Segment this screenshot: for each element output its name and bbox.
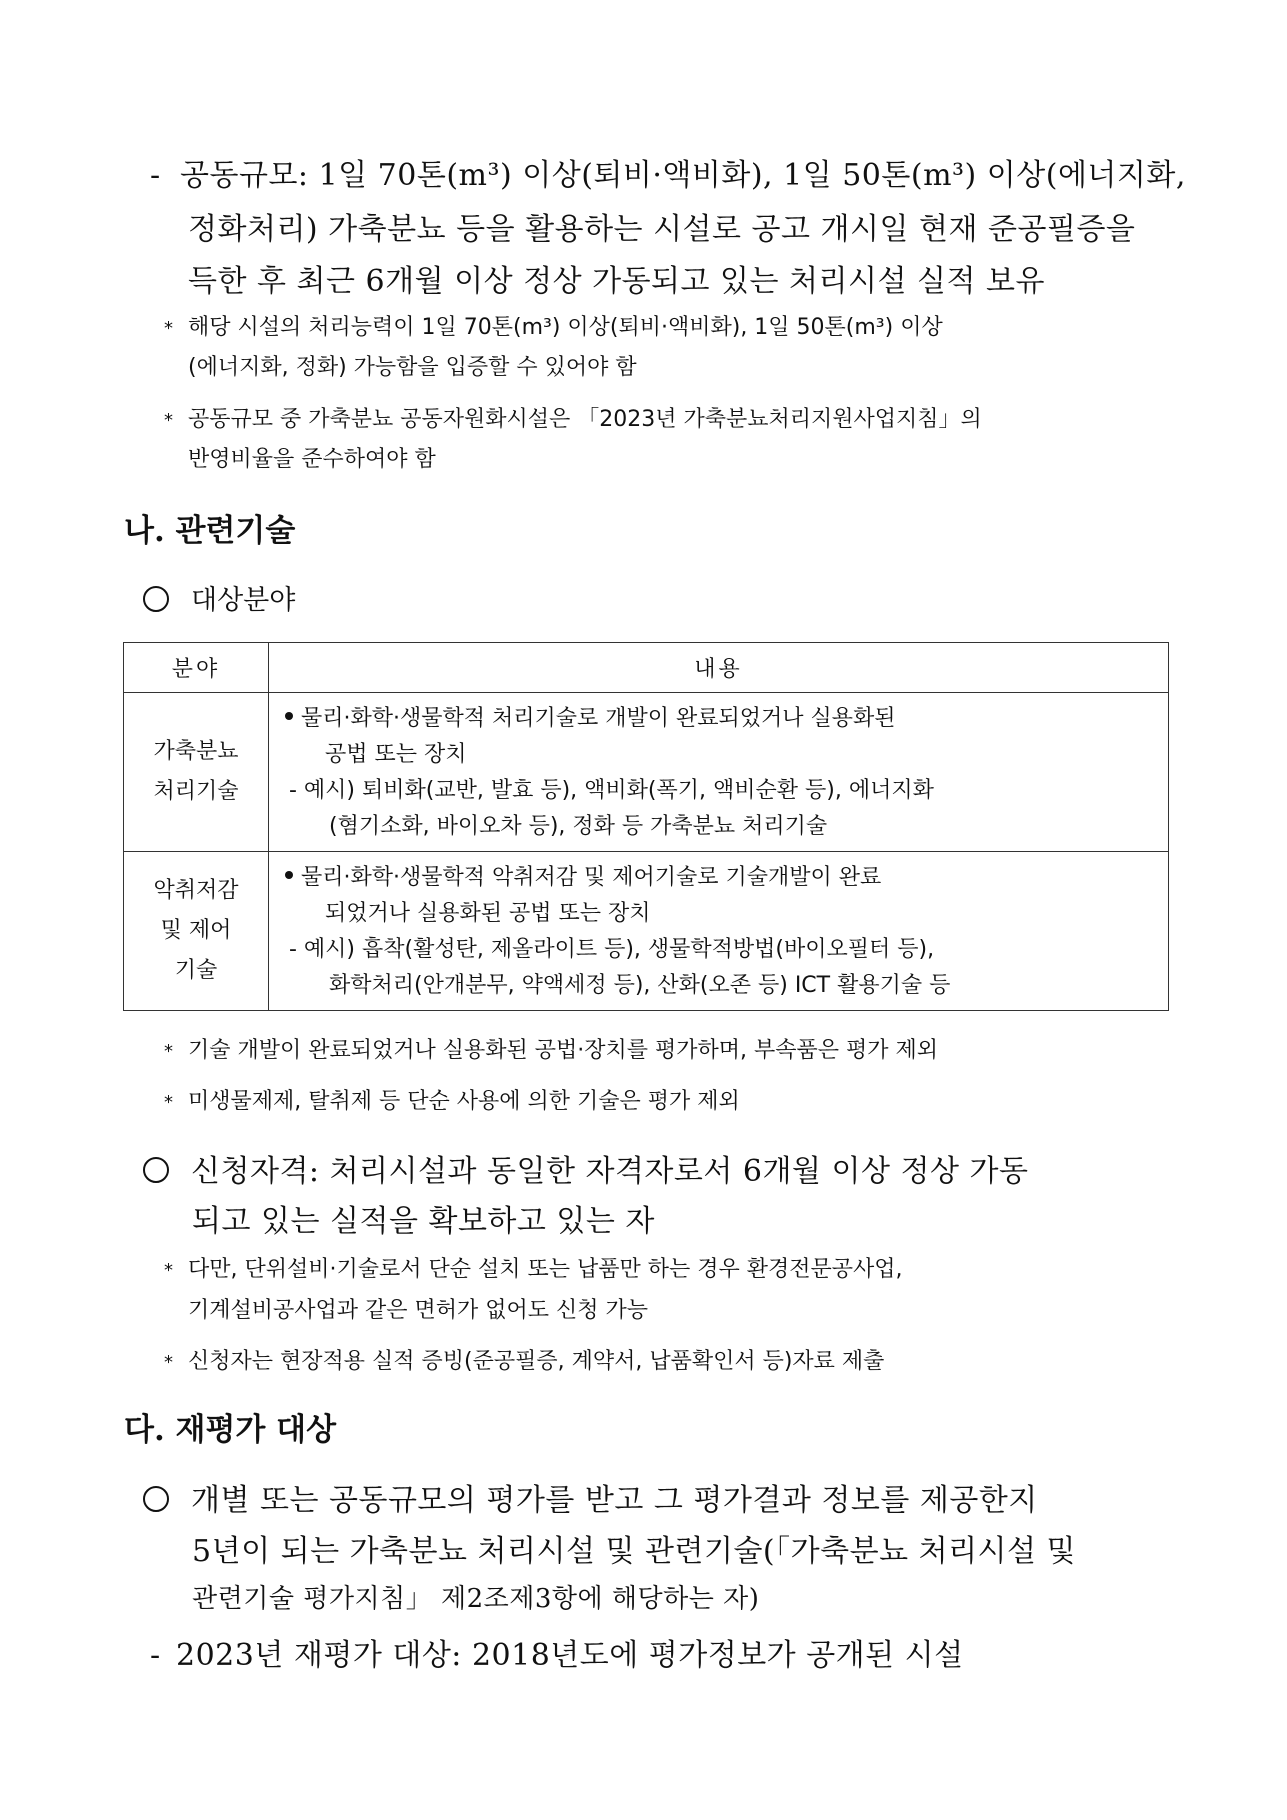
table-cell-content: 물리·화학·생물학적 처리기술로 개발이 완료되었거나 실용화된 공법 또는 장치 - 예시) 퇴비화(교반, 발효 등), 액비화(폭기, 액비순환 등), 에너지화 (혐기소화, 바이오차 등), 정화 등 가축분뇨 처리기술 bbox=[269, 693, 1169, 852]
asterisk-icon: * bbox=[164, 1259, 173, 1281]
scale-requirement-line-1: - 공동규모: 1일 70톤(m³) 이상(퇴비·액비화), 1일 50톤(m³) 이상(에너지화, bbox=[150, 158, 1186, 193]
table-header-content: 내용 bbox=[269, 643, 1169, 693]
reevaluation-target-2023: - 2023년 재평가 대상: 2018년도에 평가정보가 공개된 시설 bbox=[150, 1638, 964, 1673]
qualification-line-2: 되고 있는 실적을 확보하고 있는 자 bbox=[192, 1204, 655, 1239]
reevaluation-line-3: 관련기술 평가지침」 제2조제3항에 해당하는 자) bbox=[192, 1584, 760, 1614]
scale-requirement-line-2: 정화처리) 가축분뇨 등을 활용하는 시설로 공고 개시일 현재 준공필증을 bbox=[188, 212, 1136, 247]
note-evidence: * 신청자는 현장적용 실적 증빙(준공필증, 계약서, 납품확인서 등)자료 제출 bbox=[164, 1349, 885, 1374]
dash-marker: - bbox=[150, 1638, 161, 1673]
scale-requirement-line-3: 득한 후 최근 6개월 이상 정상 가동되고 있는 처리시설 실적 보유 bbox=[188, 264, 1045, 299]
asterisk-icon: * bbox=[164, 1351, 173, 1373]
note-capacity-line-2: (에너지화, 정화) 가능함을 입증할 수 있어야 함 bbox=[188, 355, 637, 380]
section-heading-na: 나. 관련기술 bbox=[124, 513, 296, 549]
target-field-table bbox=[123, 642, 1169, 1011]
note-evaluation-scope: * 기술 개발이 완료되었거나 실용화된 공법·장치를 평가하며, 부속품은 평가 제외 bbox=[164, 1038, 938, 1063]
note-ratio-line-1: * 공동규모 중 가축분뇨 공동자원화시설은 「2023년 가축분뇨처리지원사업지침」의 bbox=[164, 407, 982, 432]
note-ratio-line-2: 반영비율을 준수하여야 함 bbox=[188, 447, 436, 472]
asterisk-icon: * bbox=[164, 1040, 173, 1062]
table-cell-category: 악취저감 및 제어 기술 bbox=[124, 852, 269, 1011]
asterisk-icon: * bbox=[164, 317, 173, 339]
note-excluded-tech: * 미생물제제, 탈취제 등 단순 사용에 의한 기술은 평가 제외 bbox=[164, 1089, 740, 1114]
note-license-line-2: 기계설비공사업과 같은 면허가 없어도 신청 가능 bbox=[188, 1298, 649, 1323]
circle-bullet-icon bbox=[143, 586, 169, 612]
subheading-target-field: 대상분야 bbox=[143, 578, 295, 617]
circle-bullet-icon bbox=[143, 1486, 169, 1512]
table-header-field: 분야 bbox=[124, 643, 269, 693]
table-row bbox=[124, 852, 1169, 1011]
reevaluation-line-1: 개별 또는 공동규모의 평가를 받고 그 평가결과 정보를 제공한지 bbox=[143, 1475, 1038, 1519]
table-header-row bbox=[124, 643, 1169, 693]
table-cell-category: 가축분뇨 처리기술 bbox=[124, 693, 269, 852]
qualification-line-1: 신청자격: 처리시설과 동일한 자격자로서 6개월 이상 정상 가동 bbox=[143, 1146, 1028, 1190]
note-capacity-line-1: * 해당 시설의 처리능력이 1일 70톤(m³) 이상(퇴비·액비화), 1일 50톤(m³) 이상 bbox=[164, 315, 943, 340]
note-license-line-1: * 다만, 단위설비·기술로서 단순 설치 또는 납품만 하는 경우 환경전문공사업, bbox=[164, 1257, 903, 1282]
reevaluation-line-2: 5년이 되는 가축분뇨 처리시설 및 관련기술(「가축분뇨 처리시설 및 bbox=[192, 1534, 1077, 1569]
dash-marker: - bbox=[150, 158, 161, 193]
circle-bullet-icon bbox=[143, 1157, 169, 1183]
bullet-dot-icon bbox=[285, 712, 293, 720]
table-row bbox=[124, 693, 1169, 852]
bullet-dot-icon bbox=[285, 871, 293, 879]
asterisk-icon: * bbox=[164, 1091, 173, 1113]
asterisk-icon: * bbox=[164, 409, 173, 431]
section-heading-da: 다. 재평가 대상 bbox=[124, 1412, 337, 1448]
table-cell-content: 물리·화학·생물학적 악취저감 및 제어기술로 기술개발이 완료 되었거나 실용화된 공법 또는 장치 - 예시) 흡착(활성탄, 제올라이트 등), 생물학적방법(바이오필터 등), 화학처리(안개분무, 약액세정 등), 산화(오존 등) ICT 활용기술 등 bbox=[269, 852, 1169, 1011]
